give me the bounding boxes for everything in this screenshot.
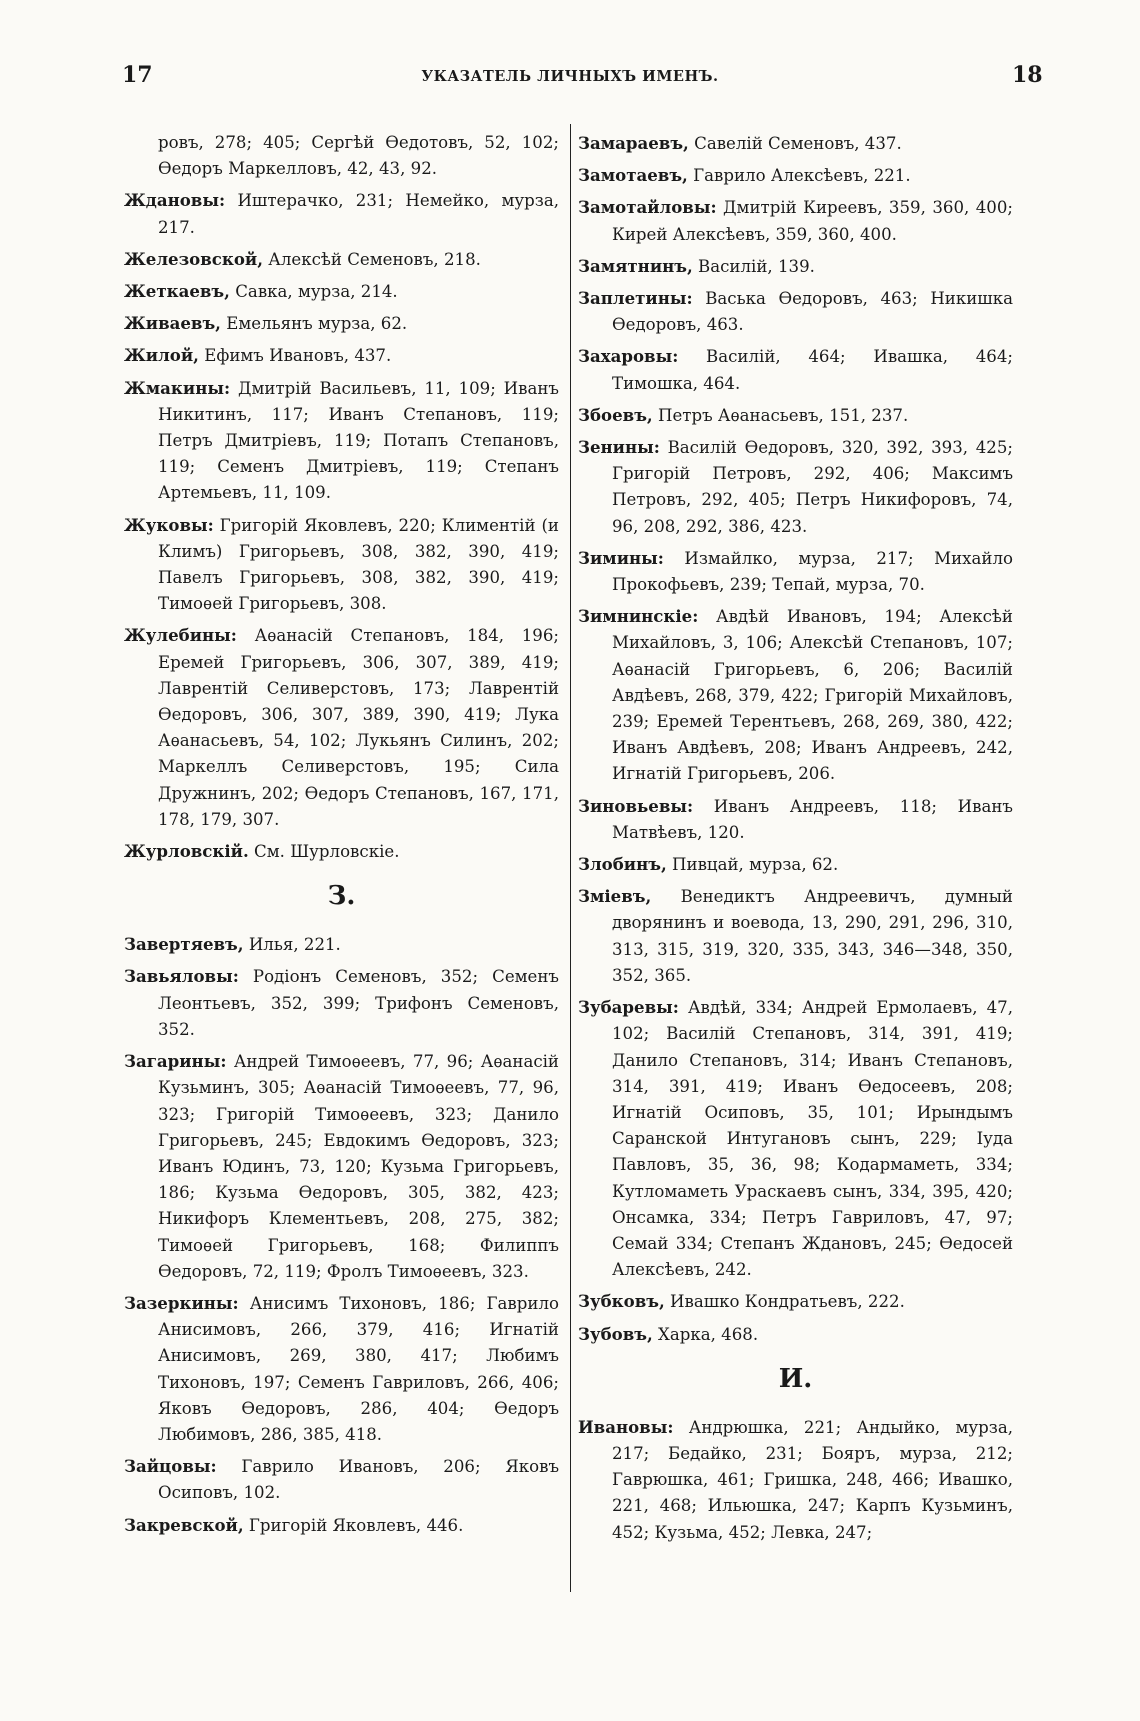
entry-headword: Зубковъ, bbox=[578, 1291, 665, 1312]
index-entry bbox=[124, 838, 559, 865]
index-entry bbox=[578, 434, 1013, 540]
index-entry bbox=[578, 1414, 1013, 1546]
entry-text: Родіонъ Семеновъ, 352; Семенъ Леонтьевъ, 352, 399; Трифонъ Семеновъ, 352. bbox=[158, 967, 559, 1039]
entry-text: Васька Ѳедоровъ, 463; Никишка Ѳедоровъ, 463. bbox=[612, 289, 1013, 335]
index-entry bbox=[124, 187, 559, 240]
index-entry bbox=[578, 162, 1013, 189]
entry-text: Дмитрій Васильевъ, 11, 109; Иванъ Никитинъ, 117; Иванъ Степановъ, 119; Петръ Дмитріевъ, 119; Потапъ Степановъ, 119; Семенъ Дмитріевъ, 119; Степанъ Артемьевъ, 11, 109. bbox=[158, 378, 559, 503]
entry-text: Аѳанасій Степановъ, 184, 196; Еремей Григорьевъ, 306, 307, 389, 419; Лаврентій Селиверстовъ, 173; Лаврентій Ѳедоровъ, 306, 307, 389, 390, 419; Лука Аѳанасьевъ, 54, 102; Лукьянъ Силинъ, 202; Маркеллъ Селиверстовъ, 195; Сила Дружнинъ, 202; Ѳедоръ Степановъ, 167, 171, 178, 179, 307. bbox=[158, 626, 559, 829]
index-entry bbox=[578, 545, 1013, 598]
entry-text: Андрей Тимоѳеевъ, 77, 96; Аѳанасій Кузьминъ, 305; Аѳанасій Тимоѳеевъ, 77, 96, 323; Григорій Тимоѳеевъ, 323; Данило Григорьевъ, 245; Евдокимъ Ѳедоровъ, 323; Иванъ Юдинъ, 73, 120; Кузьма Григорьевъ, 186; Кузьма Ѳедоровъ, 305, 382, 423; Никифоръ Клементьевъ, 208, 275, 382; Тимоѳей Григорьевъ, 168; Филиппъ Ѳедоровъ, 72, 119; Фролъ Тимоѳеевъ, 323. bbox=[158, 1052, 559, 1281]
entry-text: Василій, 464; Ивашка, 464; Тимошка, 464. bbox=[612, 347, 1013, 393]
entry-text: ровъ, 278; 405; Сергѣй Ѳедотовъ, 52, 102; Ѳедоръ Маркелловъ, 42, 43, 92. bbox=[158, 133, 559, 179]
index-entry bbox=[124, 246, 559, 273]
entry-headword: Жуковы: bbox=[124, 514, 214, 535]
index-entry bbox=[124, 1453, 559, 1506]
entry-text: Григорій Яковлевъ, 220; Климентій (и Климъ) Григорьевъ, 308, 382, 390, 419; Павелъ Григорьевъ, 308, 382, 390, 419; Тимоѳей Григорьевъ, 308. bbox=[158, 515, 559, 614]
entry-text: Пивцай, мурза, 62. bbox=[666, 855, 839, 875]
entry-headword: Замятнинъ, bbox=[578, 255, 693, 276]
entry-text: Илья, 221. bbox=[243, 935, 341, 955]
entry-text: Василій, 139. bbox=[692, 256, 815, 276]
entry-text: Измайлко, мурза, 217; Михайло Прокофьевъ, 239; Тепай, мурза, 70. bbox=[612, 548, 1013, 595]
entry-headword: Зубовъ, bbox=[578, 1323, 653, 1344]
entry-text: См. Шурловскіе. bbox=[248, 842, 400, 862]
entry-headword: Зазеркины: bbox=[124, 1292, 239, 1313]
index-entry bbox=[124, 1290, 559, 1448]
entry-headword: Завьяловы: bbox=[124, 966, 239, 987]
index-entry bbox=[578, 402, 1013, 429]
entry-headword: Зимины: bbox=[578, 547, 664, 568]
index-entry-continued bbox=[124, 130, 559, 182]
entry-headword: Жилой, bbox=[124, 345, 199, 366]
index-entry bbox=[124, 278, 559, 305]
entry-text: Гаврило Алексѣевъ, 221. bbox=[687, 166, 911, 186]
right-column bbox=[578, 130, 1013, 1551]
entry-text: Иштерачко, 231; Немейко, мурза, 217. bbox=[158, 191, 559, 237]
index-entry bbox=[124, 375, 559, 507]
index-entry bbox=[578, 343, 1013, 396]
running-head: УКАЗАТЕЛЬ ЛИЧНЫХЪ ИМЕНЪ. bbox=[421, 68, 719, 85]
index-entry bbox=[124, 963, 559, 1043]
index-entry bbox=[578, 603, 1013, 787]
index-entry bbox=[578, 253, 1013, 280]
entry-headword: Замараевъ, bbox=[578, 133, 689, 153]
entry-text: Харка, 468. bbox=[652, 1324, 759, 1344]
entry-text: Анисимъ Тихоновъ, 186; Гаврило Анисимовъ, 266, 379, 416; Игнатій Анисимовъ, 269, 380, 417; Любимъ Тихоновъ, 197; Семенъ Гавриловъ, 266, 406; Яковъ Ѳедоровъ, 286, 404; Ѳедоръ Любимовъ, 286, 385, 418. bbox=[158, 1293, 559, 1444]
entry-headword: Ждановы: bbox=[124, 190, 226, 211]
entry-headword: Зміевъ, bbox=[578, 886, 652, 907]
entry-text: Венедиктъ Андреевичъ, думный дворянинъ и воевода, 13, 290, 291, 296, 310, 313, 315, 319, 320, 335, 343, 346—348, 350, 352, 365. bbox=[612, 887, 1013, 985]
entry-headword: Живаевъ, bbox=[124, 313, 221, 334]
entry-text: Василій Ѳедоровъ, 320, 392, 393, 425; Григорій Петровъ, 292, 406; Максимъ Петровъ, 292, 405; Петръ Никифоровъ, 74, 96, 208, 292, 386, 423. bbox=[612, 438, 1013, 536]
entry-headword: Зенины: bbox=[578, 437, 660, 458]
index-entry bbox=[124, 310, 559, 337]
index-entry bbox=[124, 931, 559, 958]
index-entry bbox=[578, 851, 1013, 878]
entry-headword: Жеткаевъ, bbox=[124, 281, 230, 302]
index-entry bbox=[578, 994, 1013, 1283]
index-entry bbox=[124, 1512, 559, 1539]
entry-headword: Злобинъ, bbox=[578, 854, 667, 875]
entry-text: Андрюшка, 221; Андыйко, мурза, 217; Бедайко, 231; Бояръ, мурза, 212; Гаврюшка, 461; Гришка, 248, 466; Ивашко, 221, 468; Ильюшка, 247; Карпъ Кузьминъ, 452; Кузьма, 452; Левка, 247; bbox=[612, 1417, 1013, 1542]
entry-headword: Захаровы: bbox=[578, 346, 679, 367]
entry-headword: Жулебины: bbox=[124, 625, 237, 646]
page-number-left: 17 bbox=[122, 62, 153, 88]
left-column bbox=[124, 130, 559, 1544]
entry-headword: Зиновьевы: bbox=[578, 795, 694, 816]
index-entry bbox=[578, 1321, 1013, 1348]
entry-headword: Зайцовы: bbox=[124, 1456, 217, 1477]
entry-text: Ивашко Кондратьевъ, 222. bbox=[664, 1292, 905, 1312]
section-letter: И. bbox=[778, 1363, 813, 1394]
entry-headword: Железовской, bbox=[124, 248, 264, 269]
entry-headword: Збоевъ, bbox=[578, 404, 653, 425]
entry-text: Емельянъ мурза, 62. bbox=[220, 314, 408, 334]
entry-text: Гаврило Ивановъ, 206; Яковъ Осиповъ, 102. bbox=[158, 1457, 559, 1503]
index-entry bbox=[124, 622, 559, 833]
page-number-right: 18 bbox=[1012, 62, 1043, 88]
entry-text: Авдѣй Ивановъ, 194; Алексѣй Михайловъ, 3, 106; Алексѣй Степановъ, 107; Аѳанасій Григорьевъ, 6, 206; Василій Авдѣевъ, 268, 379, 422; Григорій Михайловъ, 239; Еремей Терентьевъ, 268, 269, 380, 422; Иванъ Авдѣевъ, 208; Иванъ Андреевъ, 242, Игнатій Григорьевъ, 206. bbox=[612, 607, 1013, 784]
index-entry bbox=[124, 342, 559, 369]
index-entry bbox=[578, 285, 1013, 338]
entry-headword: Ивановы: bbox=[578, 1416, 674, 1437]
entry-text: Савка, мурза, 214. bbox=[229, 282, 398, 302]
index-entry bbox=[124, 512, 559, 618]
entry-headword: Зубаревы: bbox=[578, 997, 679, 1018]
index-entry bbox=[578, 883, 1013, 989]
entry-headword: Замотайловы: bbox=[578, 197, 717, 218]
section-letter: З. bbox=[327, 881, 356, 912]
entry-headword: Жмакины: bbox=[124, 377, 231, 398]
entry-text: Григорій Яковлевъ, 446. bbox=[243, 1515, 464, 1535]
index-entry bbox=[578, 1288, 1013, 1315]
entry-headword: Замотаевъ, bbox=[578, 165, 688, 186]
entry-text: Алексѣй Семеновъ, 218. bbox=[263, 249, 481, 269]
entry-text: Авдѣй, 334; Андрей Ермолаевъ, 47, 102; Василій Степановъ, 314, 391, 419; Данило Степановъ, 314; Иванъ Степановъ, 314, 391, 419; Иванъ Ѳедосеевъ, 208; Игнатій Осиповъ, 35, 101; Ирындымъ Саранской Интугановъ сынъ, 229; Іуда Павловъ, 35, 36, 98; Кодармаметь, 334; Кутломаметь Ураскаевъ сынъ, 334, 395, 420; Онсамка, 334; Петръ Гавриловъ, 47, 97; Семай 334; Степанъ Ждановъ, 245; Ѳедосей Алексѣевъ, 242. bbox=[612, 998, 1013, 1280]
entry-headword: Загарины: bbox=[124, 1051, 227, 1072]
index-entry bbox=[124, 1048, 559, 1285]
entry-headword: Закревской, bbox=[124, 1514, 244, 1535]
entry-text: Петръ Аѳанасьевъ, 151, 237. bbox=[652, 405, 909, 425]
column-divider bbox=[570, 124, 571, 1592]
index-entry bbox=[578, 793, 1013, 846]
entry-headword: Заплетины: bbox=[578, 288, 693, 309]
entry-headword: Журловскій. bbox=[124, 841, 249, 862]
index-entry bbox=[578, 194, 1013, 247]
page-header bbox=[0, 62, 1140, 92]
index-entry bbox=[578, 130, 1013, 157]
entry-text: Савелій Семеновъ, 437. bbox=[688, 134, 902, 153]
entry-text: Иванъ Андреевъ, 118; Иванъ Матвѣевъ, 120. bbox=[612, 796, 1013, 842]
entry-headword: Завертяевъ, bbox=[124, 934, 244, 955]
entry-text: Дмитрій Киреевъ, 359, 360, 400; Кирей Алексѣевъ, 359, 360, 400. bbox=[612, 198, 1013, 244]
entry-headword: Зимнинскіе: bbox=[578, 606, 699, 627]
entry-text: Ефимъ Ивановъ, 437. bbox=[198, 346, 392, 366]
